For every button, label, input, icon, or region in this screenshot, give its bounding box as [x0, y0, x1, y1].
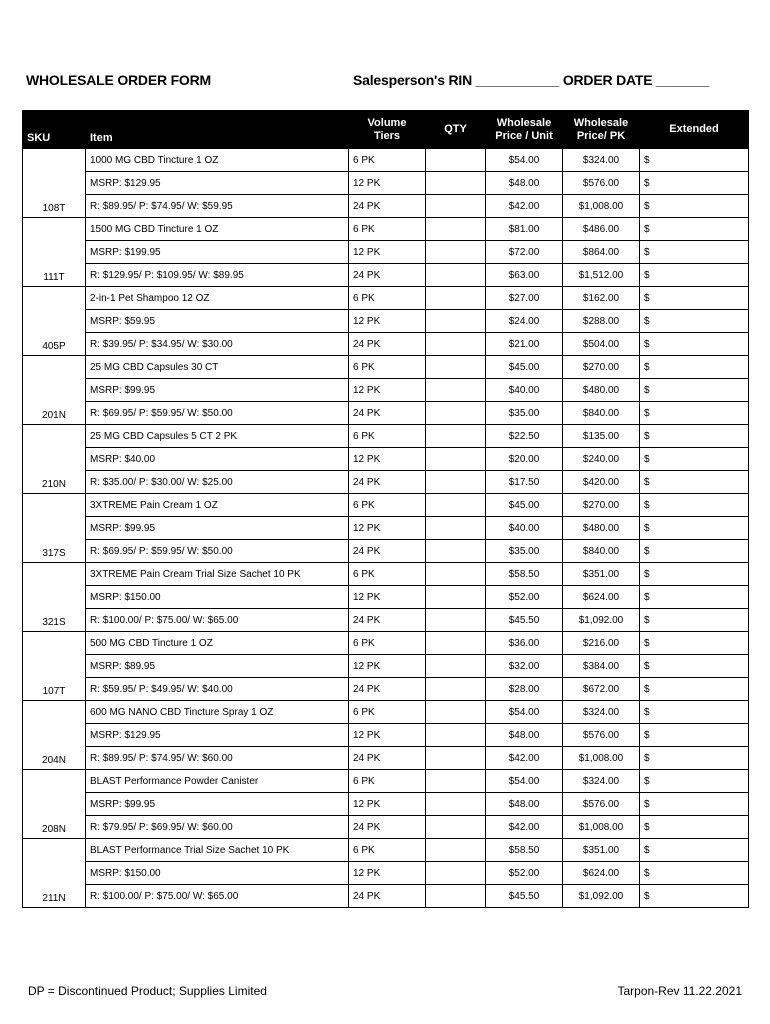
qty-input-cell[interactable] [426, 862, 486, 885]
unit-price-cell: $28.00 [486, 678, 563, 701]
unit-price-cell: $52.00 [486, 586, 563, 609]
volume-tier-cell: 6 PK [349, 563, 426, 586]
pack-price-cell: $216.00 [563, 632, 640, 655]
extended-cell[interactable]: $ [640, 517, 749, 540]
item-pricing-cell: R: $129.95/ P: $109.95/ W: $89.95 [86, 264, 349, 287]
unit-price-cell: $48.00 [486, 172, 563, 195]
pack-price-cell: $420.00 [563, 471, 640, 494]
table-row [23, 379, 749, 402]
extended-cell[interactable]: $ [640, 333, 749, 356]
table-row [23, 471, 749, 494]
volume-tier-cell: 6 PK [349, 632, 426, 655]
unit-price-cell: $22.50 [486, 425, 563, 448]
sku-cell: 321S [23, 563, 86, 632]
volume-tier-cell: 24 PK [349, 471, 426, 494]
pack-price-cell: $351.00 [563, 563, 640, 586]
pack-price-cell: $384.00 [563, 655, 640, 678]
qty-input-cell[interactable] [426, 287, 486, 310]
pack-price-cell: $135.00 [563, 425, 640, 448]
item-msrp-cell: MSRP: $199.95 [86, 241, 349, 264]
pack-price-cell: $480.00 [563, 379, 640, 402]
volume-tier-cell: 6 PK [349, 770, 426, 793]
volume-tier-cell: 12 PK [349, 310, 426, 333]
qty-input-cell[interactable] [426, 310, 486, 333]
table-row [23, 540, 749, 563]
unit-price-cell: $24.00 [486, 310, 563, 333]
qty-input-cell[interactable] [426, 747, 486, 770]
unit-price-cell: $54.00 [486, 149, 563, 172]
table-row [23, 241, 749, 264]
item-msrp-cell: MSRP: $99.95 [86, 793, 349, 816]
qty-input-cell[interactable] [426, 885, 486, 908]
extended-cell[interactable]: $ [640, 563, 749, 586]
pack-price-cell: $1,092.00 [563, 609, 640, 632]
table-row [23, 402, 749, 425]
extended-cell[interactable]: $ [640, 862, 749, 885]
extended-cell[interactable]: $ [640, 356, 749, 379]
qty-input-cell[interactable] [426, 816, 486, 839]
unit-price-cell: $20.00 [486, 448, 563, 471]
pack-price-cell: $576.00 [563, 172, 640, 195]
volume-tier-cell: 6 PK [349, 494, 426, 517]
unit-price-cell: $17.50 [486, 471, 563, 494]
item-pricing-cell: R: $89.95/ P: $74.95/ W: $60.00 [86, 747, 349, 770]
item-name-cell: BLAST Performance Powder Canister [86, 770, 349, 793]
extended-cell[interactable]: $ [640, 540, 749, 563]
unit-price-cell: $45.00 [486, 356, 563, 379]
pack-price-cell: $270.00 [563, 494, 640, 517]
volume-tier-cell: 24 PK [349, 747, 426, 770]
extended-cell[interactable]: $ [640, 448, 749, 471]
volume-tier-cell: 24 PK [349, 885, 426, 908]
table-row [23, 793, 749, 816]
table-row [23, 747, 749, 770]
item-pricing-cell: R: $69.95/ P: $59.95/ W: $50.00 [86, 540, 349, 563]
form-title: WHOLESALE ORDER FORM [26, 72, 211, 88]
form-header [26, 72, 748, 92]
extended-cell[interactable]: $ [640, 724, 749, 747]
unit-price-cell: $54.00 [486, 701, 563, 724]
qty-input-cell[interactable] [426, 425, 486, 448]
table-row [23, 218, 749, 241]
extended-cell[interactable]: $ [640, 264, 749, 287]
item-name-cell: 1500 MG CBD Tincture 1 OZ [86, 218, 349, 241]
item-msrp-cell: MSRP: $99.95 [86, 517, 349, 540]
volume-tier-cell: 12 PK [349, 793, 426, 816]
sku-cell: 317S [23, 494, 86, 563]
item-pricing-cell: R: $89.95/ P: $74.95/ W: $59.95 [86, 195, 349, 218]
table-row [23, 609, 749, 632]
table-row [23, 517, 749, 540]
volume-tier-cell: 12 PK [349, 379, 426, 402]
unit-price-cell: $21.00 [486, 333, 563, 356]
extended-cell[interactable]: $ [640, 172, 749, 195]
qty-input-cell[interactable] [426, 586, 486, 609]
wholesale-pk-header: Wholesale Price/ PK [563, 111, 640, 149]
unit-price-cell: $72.00 [486, 241, 563, 264]
extended-cell[interactable]: $ [640, 241, 749, 264]
header-fields [353, 72, 709, 88]
pack-price-cell: $504.00 [563, 333, 640, 356]
qty-input-cell[interactable] [426, 517, 486, 540]
unit-price-cell: $42.00 [486, 195, 563, 218]
sku-cell: 211N [23, 839, 86, 908]
qty-input-cell[interactable] [426, 540, 486, 563]
unit-price-cell: $54.00 [486, 770, 563, 793]
volume-tier-cell: 12 PK [349, 586, 426, 609]
pack-price-cell: $480.00 [563, 517, 640, 540]
item-pricing-cell: R: $100.00/ P: $75.00/ W: $65.00 [86, 885, 349, 908]
unit-price-cell: $58.50 [486, 839, 563, 862]
table-row [23, 448, 749, 471]
volume-tier-cell: 6 PK [349, 839, 426, 862]
extended-cell[interactable]: $ [640, 885, 749, 908]
extended-cell[interactable]: $ [640, 494, 749, 517]
order-table [22, 110, 749, 908]
extended-cell[interactable]: $ [640, 149, 749, 172]
volume-tier-cell: 24 PK [349, 402, 426, 425]
extended-header: Extended [640, 111, 749, 149]
qty-input-cell[interactable] [426, 172, 486, 195]
table-row [23, 678, 749, 701]
table-row [23, 195, 749, 218]
pack-price-cell: $1,008.00 [563, 747, 640, 770]
pack-price-cell: $270.00 [563, 356, 640, 379]
volume-tier-cell: 24 PK [349, 678, 426, 701]
extended-cell[interactable]: $ [640, 816, 749, 839]
item-name-cell: 600 MG NANO CBD Tincture Spray 1 OZ [86, 701, 349, 724]
table-row [23, 356, 749, 379]
table-row [23, 563, 749, 586]
extended-cell[interactable]: $ [640, 471, 749, 494]
extended-cell[interactable]: $ [640, 770, 749, 793]
order-table-body [23, 149, 749, 908]
item-name-cell: 3XTREME Pain Cream Trial Size Sachet 10 PK [86, 563, 349, 586]
extended-cell[interactable]: $ [640, 586, 749, 609]
qty-input-cell[interactable] [426, 563, 486, 586]
extended-cell[interactable]: $ [640, 609, 749, 632]
volume-tier-cell: 12 PK [349, 241, 426, 264]
order-date-field[interactable]: ORDER DATE _______ [562, 72, 710, 88]
volume-tier-cell: 12 PK [349, 172, 426, 195]
qty-input-cell[interactable] [426, 356, 486, 379]
extended-cell[interactable]: $ [640, 678, 749, 701]
volume-tier-cell: 12 PK [349, 724, 426, 747]
volume-tier-cell: 12 PK [349, 655, 426, 678]
table-header-row [23, 111, 749, 149]
pack-price-cell: $624.00 [563, 862, 640, 885]
volume-tier-cell: 12 PK [349, 448, 426, 471]
table-row [23, 494, 749, 517]
unit-price-cell: $45.50 [486, 885, 563, 908]
pack-price-cell: $1,008.00 [563, 195, 640, 218]
volume-tier-cell: 6 PK [349, 287, 426, 310]
item-msrp-cell: MSRP: $150.00 [86, 862, 349, 885]
pack-price-cell: $1,512.00 [563, 264, 640, 287]
sku-header: SKU [23, 111, 86, 149]
pack-price-cell: $351.00 [563, 839, 640, 862]
wholesale-unit-header: Wholesale Price / Unit [486, 111, 563, 149]
pack-price-cell: $288.00 [563, 310, 640, 333]
volume-tier-cell: 24 PK [349, 333, 426, 356]
pack-price-cell: $1,008.00 [563, 816, 640, 839]
unit-price-cell: $52.00 [486, 862, 563, 885]
qty-input-cell[interactable] [426, 195, 486, 218]
qty-input-cell[interactable] [426, 448, 486, 471]
item-msrp-cell: MSRP: $40.00 [86, 448, 349, 471]
item-pricing-cell: R: $59.95/ P: $49.95/ W: $40.00 [86, 678, 349, 701]
unit-price-cell: $35.00 [486, 540, 563, 563]
unit-price-cell: $48.00 [486, 793, 563, 816]
table-row [23, 149, 749, 172]
extended-cell[interactable]: $ [640, 793, 749, 816]
item-msrp-cell: MSRP: $99.95 [86, 379, 349, 402]
qty-input-cell[interactable] [426, 770, 486, 793]
qty-input-cell[interactable] [426, 678, 486, 701]
table-row [23, 632, 749, 655]
qty-input-cell[interactable] [426, 149, 486, 172]
unit-price-cell: $42.00 [486, 747, 563, 770]
volume-tier-cell: 24 PK [349, 609, 426, 632]
qty-input-cell[interactable] [426, 839, 486, 862]
item-pricing-cell: R: $79.95/ P: $69.95/ W: $60.00 [86, 816, 349, 839]
volume-tiers-header: Volume Tiers [349, 111, 426, 149]
unit-price-cell: $32.00 [486, 655, 563, 678]
extended-cell[interactable]: $ [640, 655, 749, 678]
qty-input-cell[interactable] [426, 609, 486, 632]
volume-tier-cell: 12 PK [349, 862, 426, 885]
unit-price-cell: $81.00 [486, 218, 563, 241]
footer-revision: Tarpon-Rev 11.22.2021 [617, 984, 742, 998]
table-row [23, 425, 749, 448]
volume-tier-cell: 12 PK [349, 517, 426, 540]
pack-price-cell: $240.00 [563, 448, 640, 471]
item-msrp-cell: MSRP: $129.95 [86, 724, 349, 747]
sku-cell: 111T [23, 218, 86, 287]
table-row [23, 310, 749, 333]
pack-price-cell: $324.00 [563, 770, 640, 793]
unit-price-cell: $40.00 [486, 379, 563, 402]
pack-price-cell: $486.00 [563, 218, 640, 241]
table-row [23, 586, 749, 609]
item-name-cell: BLAST Performance Trial Size Sachet 10 PK [86, 839, 349, 862]
unit-price-cell: $48.00 [486, 724, 563, 747]
qty-input-cell[interactable] [426, 241, 486, 264]
sku-cell: 405P [23, 287, 86, 356]
table-row [23, 839, 749, 862]
extended-cell[interactable]: $ [640, 839, 749, 862]
item-pricing-cell: R: $69.95/ P: $59.95/ W: $50.00 [86, 402, 349, 425]
volume-tier-cell: 24 PK [349, 264, 426, 287]
extended-cell[interactable]: $ [640, 310, 749, 333]
pack-price-cell: $624.00 [563, 586, 640, 609]
extended-cell[interactable]: $ [640, 425, 749, 448]
qty-input-cell[interactable] [426, 494, 486, 517]
pack-price-cell: $840.00 [563, 402, 640, 425]
extended-cell[interactable]: $ [640, 747, 749, 770]
qty-input-cell[interactable] [426, 471, 486, 494]
pack-price-cell: $672.00 [563, 678, 640, 701]
item-name-cell: 25 MG CBD Capsules 5 CT 2 PK [86, 425, 349, 448]
table-row [23, 701, 749, 724]
item-msrp-cell: MSRP: $129.95 [86, 172, 349, 195]
volume-tier-cell: 6 PK [349, 425, 426, 448]
item-msrp-cell: MSRP: $150.00 [86, 586, 349, 609]
item-pricing-cell: R: $39.95/ P: $34.95/ W: $30.00 [86, 333, 349, 356]
sku-cell: 204N [23, 701, 86, 770]
item-msrp-cell: MSRP: $89.95 [86, 655, 349, 678]
item-name-cell: 25 MG CBD Capsules 30 CT [86, 356, 349, 379]
extended-cell[interactable]: $ [640, 195, 749, 218]
table-row [23, 264, 749, 287]
qty-input-cell[interactable] [426, 655, 486, 678]
sku-cell: 107T [23, 632, 86, 701]
item-pricing-cell: R: $100.00/ P: $75.00/ W: $65.00 [86, 609, 349, 632]
extended-cell[interactable]: $ [640, 632, 749, 655]
extended-cell[interactable]: $ [640, 701, 749, 724]
sku-cell: 208N [23, 770, 86, 839]
unit-price-cell: $45.00 [486, 494, 563, 517]
item-msrp-cell: MSRP: $59.95 [86, 310, 349, 333]
volume-tier-cell: 6 PK [349, 701, 426, 724]
volume-tier-cell: 6 PK [349, 356, 426, 379]
volume-tier-cell: 24 PK [349, 540, 426, 563]
pack-price-cell: $864.00 [563, 241, 640, 264]
unit-price-cell: $63.00 [486, 264, 563, 287]
volume-tier-cell: 6 PK [349, 149, 426, 172]
unit-price-cell: $36.00 [486, 632, 563, 655]
unit-price-cell: $35.00 [486, 402, 563, 425]
extended-cell[interactable]: $ [640, 287, 749, 310]
unit-price-cell: $27.00 [486, 287, 563, 310]
sku-cell: 210N [23, 425, 86, 494]
table-row [23, 770, 749, 793]
qty-input-cell[interactable] [426, 402, 486, 425]
item-name-cell: 500 MG CBD Tincture 1 OZ [86, 632, 349, 655]
qty-input-cell[interactable] [426, 793, 486, 816]
unit-price-cell: $40.00 [486, 517, 563, 540]
pack-price-cell: $576.00 [563, 724, 640, 747]
unit-price-cell: $45.50 [486, 609, 563, 632]
qty-header: QTY [426, 111, 486, 149]
volume-tier-cell: 24 PK [349, 195, 426, 218]
item-name-cell: 2-in-1 Pet Shampoo 12 OZ [86, 287, 349, 310]
qty-input-cell[interactable] [426, 218, 486, 241]
item-header: Item [86, 111, 349, 149]
table-row [23, 287, 749, 310]
qty-input-cell[interactable] [426, 264, 486, 287]
item-pricing-cell: R: $35.00/ P: $30.00/ W: $25.00 [86, 471, 349, 494]
table-row [23, 816, 749, 839]
extended-cell[interactable]: $ [640, 218, 749, 241]
item-name-cell: 1000 MG CBD Tincture 1 OZ [86, 149, 349, 172]
volume-tier-cell: 6 PK [349, 218, 426, 241]
salesperson-rin-field[interactable]: Salesperson's RIN ___________ [353, 72, 560, 88]
table-row [23, 724, 749, 747]
qty-input-cell[interactable] [426, 701, 486, 724]
table-row [23, 862, 749, 885]
pack-price-cell: $576.00 [563, 793, 640, 816]
qty-input-cell[interactable] [426, 632, 486, 655]
pack-price-cell: $1,092.00 [563, 885, 640, 908]
sku-cell: 201N [23, 356, 86, 425]
extended-cell[interactable]: $ [640, 402, 749, 425]
qty-input-cell[interactable] [426, 333, 486, 356]
table-row [23, 333, 749, 356]
unit-price-cell: $58.50 [486, 563, 563, 586]
footer-note: DP = Discontinued Product; Supplies Limited [28, 984, 267, 998]
unit-price-cell: $42.00 [486, 816, 563, 839]
pack-price-cell: $324.00 [563, 149, 640, 172]
pack-price-cell: $162.00 [563, 287, 640, 310]
volume-tier-cell: 24 PK [349, 816, 426, 839]
pack-price-cell: $840.00 [563, 540, 640, 563]
table-row [23, 885, 749, 908]
table-row [23, 655, 749, 678]
sku-cell: 108T [23, 149, 86, 218]
item-name-cell: 3XTREME Pain Cream 1 OZ [86, 494, 349, 517]
qty-input-cell[interactable] [426, 379, 486, 402]
qty-input-cell[interactable] [426, 724, 486, 747]
extended-cell[interactable]: $ [640, 379, 749, 402]
pack-price-cell: $324.00 [563, 701, 640, 724]
table-row [23, 172, 749, 195]
